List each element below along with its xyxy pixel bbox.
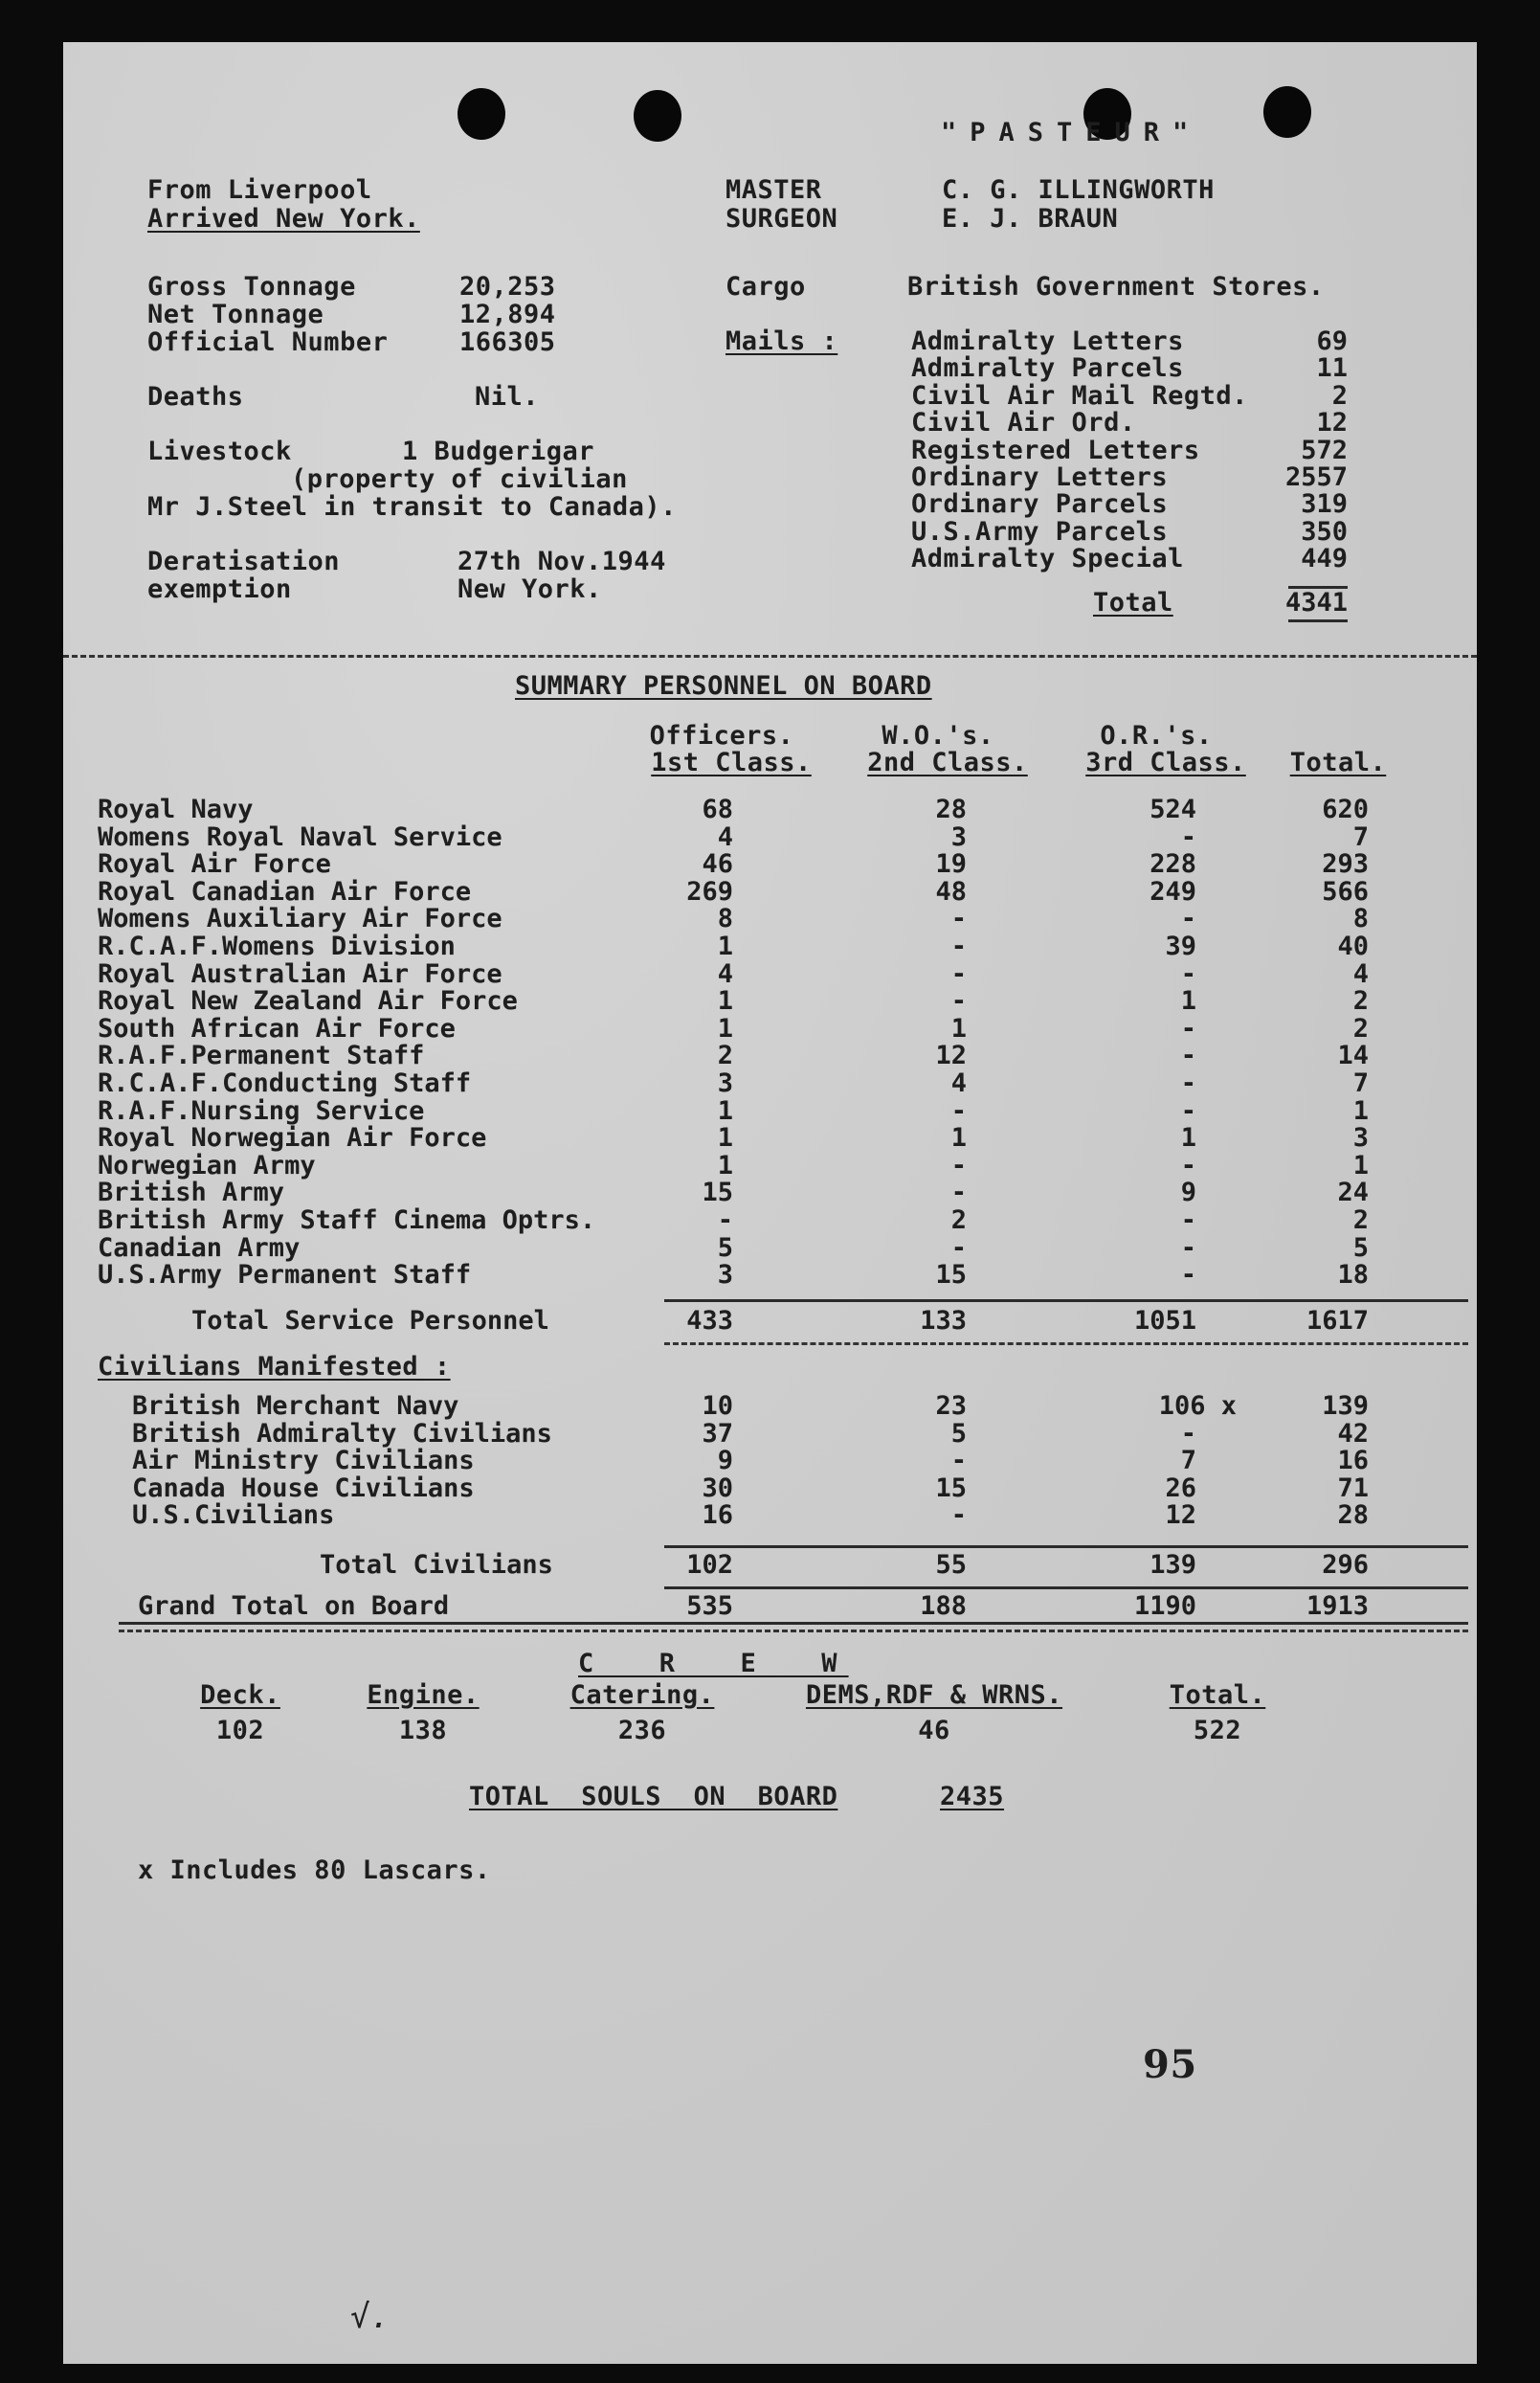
service-row-c3: 228	[1149, 849, 1196, 880]
service-row-t: 18	[1337, 1260, 1369, 1291]
punch-hole	[458, 88, 505, 140]
service-row-c3: -	[1180, 1232, 1196, 1263]
crew-column-value: 46	[918, 1716, 950, 1745]
crew-column-value: 102	[215, 1716, 265, 1745]
grand-total-c3: 1190	[1133, 1591, 1196, 1621]
grand-total-c2: 188	[920, 1591, 967, 1621]
service-row-c2: 19	[935, 849, 967, 880]
service-row-c3: 1	[1180, 1123, 1196, 1154]
deaths-label: Deaths	[147, 382, 244, 412]
service-row-c3: -	[1180, 1260, 1196, 1291]
deratisation-label: Deratisation	[147, 547, 341, 576]
master-label: MASTER	[725, 175, 822, 205]
service-total-c3: 1051	[1133, 1306, 1196, 1336]
surgeon-label: SURGEON	[725, 204, 838, 234]
net-tonnage-label: Net Tonnage	[147, 300, 324, 329]
cargo-value: British Government Stores.	[907, 272, 1325, 302]
service-row-c1: 3	[717, 1068, 733, 1098]
grand-total-c1: 535	[686, 1591, 733, 1621]
service-row-t: 40	[1337, 932, 1369, 961]
civilian-row-t: 71	[1337, 1473, 1369, 1503]
mails-total-value: 4341	[1284, 588, 1348, 618]
civilian-row-c1: 9	[717, 1446, 733, 1476]
civilian-row-c1: 16	[702, 1500, 733, 1531]
service-row-c3: 249	[1149, 876, 1196, 907]
service-row-label: Royal Canadian Air Force	[98, 876, 472, 907]
mails-total-label: Total	[1093, 588, 1173, 618]
service-row-c3: -	[1180, 1205, 1196, 1235]
civilian-total-rule-top	[664, 1545, 1468, 1548]
service-row-label: R.A.F.Nursing Service	[98, 1095, 425, 1126]
cargo-label: Cargo	[725, 272, 806, 302]
civilian-row-c3: 7	[1180, 1446, 1196, 1476]
mail-item-label: Admiralty Special	[911, 544, 1184, 574]
service-row-label: British Army	[98, 1178, 285, 1208]
service-row-c2: 28	[935, 795, 967, 824]
grand-total-rule-2	[119, 1630, 1468, 1632]
punch-hole	[1263, 86, 1311, 138]
service-row-t: 293	[1322, 849, 1369, 880]
service-row-c2: -	[950, 932, 967, 961]
mail-item-label: Ordinary Parcels	[911, 489, 1169, 520]
service-row-t: 2	[1352, 1205, 1369, 1235]
section-separator	[63, 655, 1477, 658]
mail-item-value: 12	[1316, 408, 1348, 438]
mail-item-label: U.S.Army Parcels	[911, 516, 1169, 547]
civilian-row-label: British Admiralty Civilians	[132, 1418, 552, 1449]
civilian-total-c3: 139	[1149, 1550, 1196, 1580]
service-row-c3: 39	[1165, 932, 1196, 961]
punch-hole	[634, 90, 681, 142]
civilian-row-t: 16	[1337, 1446, 1369, 1476]
service-row-c3: 1	[1180, 986, 1196, 1017]
civilian-row-c1: 10	[702, 1391, 733, 1421]
service-row-c2: -	[950, 1095, 967, 1126]
service-row-c3: -	[1180, 1041, 1196, 1071]
service-total-c2: 133	[920, 1306, 967, 1336]
service-row-label: Royal Norwegian Air Force	[98, 1123, 487, 1154]
civilian-row-c2: 15	[935, 1473, 967, 1503]
civilian-row-c1: 30	[702, 1473, 733, 1503]
service-row-c1: 1	[717, 1095, 733, 1126]
mail-item-label: Civil Air Mail Regtd.	[911, 380, 1248, 411]
service-row-label: Royal Australian Air Force	[98, 958, 502, 989]
service-row-label: R.C.A.F.Womens Division	[98, 932, 456, 961]
service-row-c2: 1	[950, 1013, 967, 1044]
official-number-value: 166305	[459, 327, 556, 357]
deratisation-place: New York.	[458, 574, 602, 604]
service-row-c1: 68	[702, 795, 733, 824]
service-row-c2: 2	[950, 1205, 967, 1235]
service-row-label: South African Air Force	[98, 1013, 456, 1044]
header-1st-class: 1st Class.	[651, 748, 812, 777]
service-row-c1: 3	[717, 1260, 733, 1291]
deaths-value: Nil.	[475, 382, 540, 412]
header-3rd-class: 3rd Class.	[1085, 748, 1246, 777]
ship-name: "PASTEUR"	[941, 118, 1202, 147]
service-row-t: 14	[1337, 1041, 1369, 1071]
service-row-t: 24	[1337, 1178, 1369, 1208]
deratisation-date: 27th Nov.1944	[458, 547, 666, 576]
service-row-label: Royal Air Force	[98, 849, 331, 880]
service-row-c1: 15	[702, 1178, 733, 1208]
service-row-label: Canadian Army	[98, 1232, 301, 1263]
service-row-c2: 1	[950, 1123, 967, 1154]
civilian-total-c1: 102	[686, 1550, 733, 1580]
service-row-c1: 1	[717, 932, 733, 961]
livestock-line3: Mr J.Steel in transit to Canada).	[147, 492, 677, 522]
service-row-c3: -	[1180, 821, 1196, 852]
mail-item-label: Admiralty Letters	[911, 326, 1184, 356]
service-total-rule-bottom	[664, 1342, 1468, 1345]
service-row-c1: 5	[717, 1232, 733, 1263]
service-row-label: Royal New Zealand Air Force	[98, 986, 518, 1017]
service-row-c1: -	[717, 1205, 733, 1235]
service-row-c3: -	[1180, 904, 1196, 934]
mail-item-value: 2	[1331, 380, 1348, 411]
livestock-line2: (property of civilian	[291, 464, 628, 494]
service-row-label: R.A.F.Permanent Staff	[98, 1041, 425, 1071]
service-total-t: 1617	[1306, 1306, 1369, 1336]
service-row-c3: -	[1180, 1013, 1196, 1044]
civilian-total-label: Total Civilians	[320, 1550, 553, 1580]
mail-item-value: 350	[1301, 516, 1348, 547]
gross-tonnage-label: Gross Tonnage	[147, 272, 356, 302]
crew-column-label: Total.	[1169, 1680, 1266, 1710]
civilian-row-c1: 37	[702, 1418, 733, 1449]
mail-item-value: 11	[1316, 353, 1348, 384]
crew-column-label: Deck.	[200, 1680, 280, 1710]
voyage-from: From Liverpool	[147, 175, 372, 205]
service-row-c3: -	[1180, 958, 1196, 989]
civilian-row-c2: 23	[935, 1391, 967, 1421]
service-row-label: Royal Navy	[98, 795, 254, 824]
mail-item-value: 2557	[1284, 462, 1348, 492]
crew-column-label: DEMS,RDF & WRNS.	[805, 1680, 1063, 1710]
mail-item-value: 449	[1301, 544, 1348, 574]
grand-total-label: Grand Total on Board	[138, 1591, 450, 1621]
civilian-row-c3: -	[1180, 1418, 1196, 1449]
service-row-c1: 4	[717, 958, 733, 989]
service-row-t: 3	[1352, 1123, 1369, 1154]
service-row-c2: -	[950, 904, 967, 934]
net-tonnage-value: 12,894	[459, 300, 556, 329]
service-row-t: 8	[1352, 904, 1369, 934]
civilian-row-c2: 5	[950, 1418, 967, 1449]
summary-title: SUMMARY PERSONNEL ON BOARD	[515, 671, 932, 701]
livestock-line1: 1 Budgerigar	[402, 437, 595, 466]
service-row-t: 2	[1352, 986, 1369, 1017]
civilian-row-t: 139	[1322, 1391, 1369, 1421]
grand-total-rule-top	[664, 1586, 1468, 1589]
header-officers: Officers.	[649, 721, 794, 751]
service-row-c1: 2	[717, 1041, 733, 1071]
civilian-row-t: 42	[1337, 1418, 1369, 1449]
civilian-total-t: 296	[1322, 1550, 1369, 1580]
service-row-c2: 15	[935, 1260, 967, 1291]
service-row-t: 1	[1352, 1095, 1369, 1126]
service-row-c2: -	[950, 1178, 967, 1208]
civilian-row-label: U.S.Civilians	[132, 1500, 335, 1531]
service-row-label: Norwegian Army	[98, 1150, 316, 1180]
exemption-label: exemption	[147, 574, 292, 604]
service-row-t: 5	[1352, 1232, 1369, 1263]
total-souls-label: TOTAL SOULS ON BOARD	[469, 1782, 838, 1811]
header-ors: O.R.'s.	[1100, 721, 1213, 751]
crew-column-value: 236	[617, 1716, 667, 1745]
service-row-c1: 269	[686, 876, 733, 907]
official-number-label: Official Number	[147, 327, 389, 357]
service-row-c3: -	[1180, 1068, 1196, 1098]
service-row-c2: -	[950, 1232, 967, 1263]
service-row-c3: 9	[1180, 1178, 1196, 1208]
livestock-label: Livestock	[147, 437, 292, 466]
service-total-label: Total Service Personnel	[191, 1306, 549, 1336]
service-total-c1: 433	[686, 1306, 733, 1336]
service-row-c2: 4	[950, 1068, 967, 1098]
service-row-c2: -	[950, 986, 967, 1017]
civilian-total-c2: 55	[935, 1550, 967, 1580]
total-souls-value: 2435	[940, 1782, 1005, 1811]
service-row-label: R.C.A.F.Conducting Staff	[98, 1068, 472, 1098]
service-row-t: 7	[1352, 1068, 1369, 1098]
mails-label: Mails :	[725, 326, 838, 356]
service-row-t: 4	[1352, 958, 1369, 989]
service-row-t: 620	[1322, 795, 1369, 824]
service-row-label: Womens Auxiliary Air Force	[98, 904, 502, 934]
service-row-label: British Army Staff Cinema Optrs.	[98, 1205, 596, 1235]
mail-item-label: Registered Letters	[911, 435, 1200, 465]
service-row-c2: -	[950, 1150, 967, 1180]
service-row-c1: 1	[717, 1123, 733, 1154]
tick-mark: √.	[350, 2298, 391, 2336]
header-total: Total.	[1289, 748, 1387, 777]
service-row-c3: -	[1180, 1150, 1196, 1180]
civilian-row-c2: -	[950, 1446, 967, 1476]
civilian-row-label: Air Ministry Civilians	[132, 1446, 475, 1476]
civilian-row-c3: 106 x	[1158, 1391, 1237, 1421]
service-row-c2: 3	[950, 821, 967, 852]
mail-item-label: Admiralty Parcels	[911, 353, 1184, 384]
service-row-c1: 1	[717, 986, 733, 1017]
service-row-c1: 46	[702, 849, 733, 880]
service-row-t: 1	[1352, 1150, 1369, 1180]
crew-column-value: 138	[398, 1716, 448, 1745]
gross-tonnage-value: 20,253	[459, 272, 556, 302]
service-row-c2: 48	[935, 876, 967, 907]
crew-column-label: Catering.	[569, 1680, 715, 1710]
footnote: x Includes 80 Lascars.	[138, 1855, 491, 1885]
document-sheet	[63, 42, 1477, 2364]
service-row-t: 566	[1322, 876, 1369, 907]
civilian-row-t: 28	[1337, 1500, 1369, 1531]
civilian-row-c2: -	[950, 1500, 967, 1531]
service-row-label: U.S.Army Permanent Staff	[98, 1260, 472, 1291]
mail-item-label: Civil Air Ord.	[911, 408, 1136, 438]
service-row-c1: 1	[717, 1013, 733, 1044]
mail-item-value: 69	[1316, 326, 1348, 356]
mails-total-underline	[1288, 619, 1348, 622]
header-wos: W.O.'s.	[882, 721, 994, 751]
crew-title: C R E W	[578, 1649, 849, 1678]
civilian-row-label: British Merchant Navy	[132, 1391, 459, 1421]
civilians-heading: Civilians Manifested :	[98, 1352, 451, 1382]
service-row-c1: 4	[717, 821, 733, 852]
surgeon-name: E. J. BRAUN	[942, 204, 1119, 234]
service-row-c3: 524	[1149, 795, 1196, 824]
header-2nd-class: 2nd Class.	[867, 748, 1028, 777]
civilian-row-c3: 12	[1165, 1500, 1196, 1531]
master-name: C. G. ILLINGWORTH	[942, 175, 1215, 205]
voyage-arrived: Arrived New York.	[147, 204, 420, 234]
page-number: 95	[1143, 2042, 1197, 2087]
civilian-row-c3: 26	[1165, 1473, 1196, 1503]
service-row-c1: 1	[717, 1150, 733, 1180]
service-row-t: 7	[1352, 821, 1369, 852]
mail-item-value: 572	[1301, 435, 1348, 465]
mail-item-label: Ordinary Letters	[911, 462, 1169, 492]
mail-item-value: 319	[1301, 489, 1348, 520]
grand-total-t: 1913	[1306, 1591, 1369, 1621]
service-row-c2: -	[950, 958, 967, 989]
service-row-t: 2	[1352, 1013, 1369, 1044]
crew-column-value: 522	[1193, 1716, 1242, 1745]
service-total-rule-top	[664, 1299, 1468, 1302]
civilian-row-label: Canada House Civilians	[132, 1473, 475, 1503]
crew-column-label: Engine.	[367, 1680, 480, 1710]
grand-total-rule-1	[119, 1622, 1468, 1625]
service-row-c2: 12	[935, 1041, 967, 1071]
service-row-c3: -	[1180, 1095, 1196, 1126]
service-row-c1: 8	[717, 904, 733, 934]
service-row-label: Womens Royal Naval Service	[98, 821, 502, 852]
